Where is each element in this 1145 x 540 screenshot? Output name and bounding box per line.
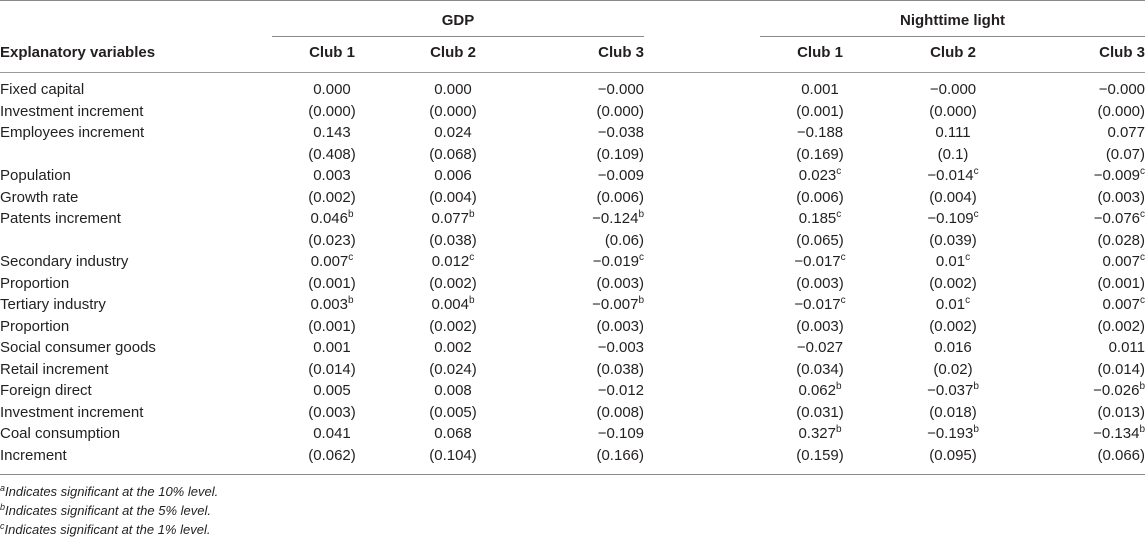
table-cell bbox=[524, 144, 644, 165]
cell-value: (0.000) bbox=[308, 102, 356, 120]
cell-value: (0.006) bbox=[596, 188, 644, 206]
cell-value: 0.000 bbox=[313, 81, 351, 98]
table-cell bbox=[760, 337, 880, 358]
table-cell bbox=[893, 402, 1013, 423]
cell-value: (0.07) bbox=[1105, 145, 1145, 163]
table-cell bbox=[393, 208, 513, 229]
cell-value: −0.017 bbox=[794, 253, 841, 270]
cell-value: 0.143 bbox=[313, 124, 351, 141]
cell-value: 0.024 bbox=[434, 124, 472, 141]
table-cell bbox=[272, 230, 392, 251]
table-cell bbox=[893, 101, 1013, 122]
cell-value: (0.002) bbox=[1097, 317, 1145, 335]
table-cell bbox=[893, 294, 1013, 315]
table-cell bbox=[760, 79, 880, 100]
row-label: Growth rate bbox=[0, 188, 79, 206]
cell-value: (0.1) bbox=[937, 145, 969, 163]
cell-value: (0.066) bbox=[1097, 446, 1145, 464]
row-label: Tertiary industry bbox=[0, 296, 106, 313]
cell-value: −0.037 bbox=[927, 382, 974, 399]
footnote-mark: c bbox=[0, 521, 5, 531]
table-cell bbox=[524, 165, 644, 186]
cell-value: (0.028) bbox=[1097, 231, 1145, 249]
cell-value: (0.014) bbox=[1097, 360, 1145, 378]
table-cell bbox=[524, 402, 644, 423]
table-cell bbox=[893, 144, 1013, 165]
row-label: Increment bbox=[0, 446, 67, 464]
significance-mark: b bbox=[638, 295, 644, 306]
cell-value: 0.041 bbox=[313, 425, 351, 442]
bottom-rule bbox=[0, 474, 1145, 475]
cell-value: 0.003 bbox=[313, 167, 351, 184]
cell-value: −0.009 bbox=[597, 167, 644, 184]
row-label: Foreign direct bbox=[0, 382, 92, 399]
table-cell bbox=[1025, 187, 1145, 208]
table-cell bbox=[760, 208, 880, 229]
column-header: Club 1 bbox=[309, 44, 355, 61]
significance-mark: b bbox=[973, 424, 979, 435]
cell-value: (0.169) bbox=[796, 145, 844, 163]
cell-value: −0.009 bbox=[1093, 167, 1140, 184]
cell-value: (0.065) bbox=[796, 231, 844, 249]
cell-value: 0.111 bbox=[935, 124, 971, 141]
significance-mark: c bbox=[965, 295, 971, 306]
table-cell bbox=[524, 230, 644, 251]
row-header: Explanatory variables bbox=[0, 44, 156, 61]
cell-value: −0.188 bbox=[796, 124, 844, 141]
table-cell bbox=[760, 122, 880, 143]
column-header: Club 2 bbox=[430, 44, 476, 61]
cell-value: (0.408) bbox=[308, 145, 356, 163]
row-label: Proportion bbox=[0, 274, 70, 292]
table-cell bbox=[893, 79, 1013, 100]
significance-mark: c bbox=[836, 166, 842, 177]
table-cell bbox=[1025, 122, 1145, 143]
table-cell bbox=[760, 165, 880, 186]
table-cell bbox=[893, 251, 1013, 272]
table-cell bbox=[760, 230, 880, 251]
cell-value: 0.003 bbox=[310, 296, 348, 313]
significance-mark: b bbox=[347, 209, 354, 220]
column-header: Club 3 bbox=[598, 44, 644, 61]
significance-mark: c bbox=[348, 252, 354, 263]
significance-mark: c bbox=[840, 252, 846, 263]
row-label: Employees increment bbox=[0, 124, 145, 141]
cell-value: 0.012 bbox=[431, 253, 470, 270]
cell-value: −0.124 bbox=[592, 210, 639, 227]
cell-value: −0.000 bbox=[1098, 81, 1145, 98]
table-cell bbox=[760, 423, 880, 444]
significance-mark: c bbox=[840, 295, 846, 306]
cell-value: 0.004 bbox=[431, 296, 469, 313]
footnote-text: Indicates significant at the 5% level. bbox=[5, 503, 211, 518]
table-cell bbox=[1025, 101, 1145, 122]
significance-mark: c bbox=[1140, 295, 1145, 306]
table-cell bbox=[272, 251, 392, 272]
table-cell bbox=[893, 380, 1013, 401]
table-cell bbox=[524, 380, 644, 401]
cell-value: −0.012 bbox=[597, 382, 644, 399]
cell-value: (0.031) bbox=[796, 403, 844, 421]
table-cell bbox=[893, 445, 1013, 466]
cell-value: (0.005) bbox=[429, 403, 477, 421]
cell-value: (0.002) bbox=[429, 274, 477, 292]
table-cell bbox=[393, 445, 513, 466]
table-cell bbox=[1025, 79, 1145, 100]
row-label: Secondary industry bbox=[0, 253, 129, 270]
table-cell bbox=[393, 402, 513, 423]
table-cell bbox=[524, 337, 644, 358]
cell-value: (0.002) bbox=[308, 188, 356, 206]
cell-value: (0.014) bbox=[308, 360, 356, 378]
table-cell bbox=[893, 423, 1013, 444]
table-cell bbox=[1025, 402, 1145, 423]
table-cell bbox=[272, 208, 392, 229]
table-cell bbox=[393, 122, 513, 143]
cell-value: (0.062) bbox=[308, 446, 356, 464]
cell-value: (0.038) bbox=[429, 231, 477, 249]
table-cell bbox=[1025, 423, 1145, 444]
table-cell bbox=[524, 79, 644, 100]
cell-value: (0.034) bbox=[796, 360, 844, 378]
cell-value: −0.003 bbox=[597, 339, 644, 356]
cell-value: 0.011 bbox=[1108, 339, 1145, 356]
table-cell bbox=[272, 359, 392, 380]
cell-value: (0.024) bbox=[429, 360, 477, 378]
footnote-mark: b bbox=[0, 502, 6, 512]
table-cell bbox=[272, 445, 392, 466]
cell-value: −0.038 bbox=[597, 124, 644, 141]
cell-value: 0.016 bbox=[934, 339, 972, 356]
table-cell bbox=[272, 144, 392, 165]
cell-value: (0.104) bbox=[429, 446, 477, 464]
table-cell bbox=[272, 79, 392, 100]
cell-value: −0.014 bbox=[927, 167, 974, 184]
row-label: Investment increment bbox=[0, 102, 144, 120]
cell-value: (0.003) bbox=[308, 403, 356, 421]
table-cell bbox=[524, 122, 644, 143]
table-cell bbox=[272, 316, 392, 337]
cell-value: 0.023 bbox=[798, 167, 837, 184]
table-cell bbox=[393, 165, 513, 186]
table-cell bbox=[1025, 316, 1145, 337]
cell-value: (0.006) bbox=[796, 188, 844, 206]
cell-value: (0.018) bbox=[929, 403, 977, 421]
table-cell bbox=[393, 79, 513, 100]
cell-value: (0.000) bbox=[429, 102, 477, 120]
cell-value: (0.000) bbox=[596, 102, 644, 120]
table-cell bbox=[760, 187, 880, 208]
table-cell bbox=[393, 273, 513, 294]
cell-value: (0.002) bbox=[929, 274, 977, 292]
table-cell bbox=[393, 144, 513, 165]
cell-value: 0.002 bbox=[434, 339, 472, 356]
table-cell bbox=[393, 337, 513, 358]
cell-value: (0.001) bbox=[796, 102, 844, 120]
cell-value: (0.013) bbox=[1097, 403, 1145, 421]
significance-mark: b bbox=[1139, 424, 1145, 435]
table-cell bbox=[1025, 165, 1145, 186]
row-label: Proportion bbox=[0, 317, 70, 335]
table-cell bbox=[760, 445, 880, 466]
table-cell bbox=[760, 144, 880, 165]
cell-value: (0.001) bbox=[1097, 274, 1145, 292]
cell-value: 0.007 bbox=[1102, 296, 1140, 313]
table-cell bbox=[1025, 380, 1145, 401]
cell-value: 0.000 bbox=[434, 81, 472, 98]
footnote-text: Indicates significant at the 1% level. bbox=[4, 522, 211, 537]
cell-value: −0.019 bbox=[592, 253, 639, 270]
row-label: Fixed capital bbox=[0, 81, 85, 98]
table-cell bbox=[393, 423, 513, 444]
cell-value: (0.159) bbox=[796, 446, 844, 464]
table-cell bbox=[1025, 445, 1145, 466]
cell-value: (0.02) bbox=[933, 360, 973, 378]
cell-value: 0.046 bbox=[310, 210, 348, 227]
significance-mark: b bbox=[468, 209, 475, 220]
cell-value: (0.068) bbox=[429, 145, 477, 163]
cell-value: 0.077 bbox=[431, 210, 469, 227]
footnote bbox=[0, 501, 211, 521]
footnote-mark: a bbox=[0, 483, 6, 493]
cell-value: 0.068 bbox=[434, 425, 472, 442]
cell-value: −0.000 bbox=[929, 81, 977, 98]
table-cell bbox=[1025, 208, 1145, 229]
table-cell bbox=[524, 208, 644, 229]
cell-value: (0.003) bbox=[1097, 188, 1145, 206]
row-label: Population bbox=[0, 167, 71, 184]
table-cell bbox=[1025, 294, 1145, 315]
table-cell bbox=[760, 294, 880, 315]
table-cell bbox=[893, 208, 1013, 229]
table-cell bbox=[524, 359, 644, 380]
table-cell bbox=[893, 187, 1013, 208]
table-cell bbox=[1025, 230, 1145, 251]
significance-mark: c bbox=[965, 252, 971, 263]
table-cell bbox=[524, 423, 644, 444]
table-cell bbox=[272, 273, 392, 294]
cell-value: −0.017 bbox=[794, 296, 841, 313]
cell-value: −0.134 bbox=[1093, 425, 1140, 442]
table-cell bbox=[760, 316, 880, 337]
table-cell bbox=[893, 165, 1013, 186]
table-cell bbox=[524, 273, 644, 294]
table-cell bbox=[760, 101, 880, 122]
row-label: Patents increment bbox=[0, 210, 121, 227]
cell-value: (0.109) bbox=[596, 145, 644, 163]
table-cell bbox=[524, 251, 644, 272]
table-cell bbox=[893, 337, 1013, 358]
table-cell bbox=[1025, 359, 1145, 380]
cell-value: 0.062 bbox=[798, 382, 836, 399]
cell-value: −0.000 bbox=[597, 81, 644, 98]
cell-value: (0.000) bbox=[929, 102, 977, 120]
cell-value: (0.002) bbox=[429, 317, 477, 335]
cell-value: 0.006 bbox=[434, 167, 472, 184]
table-cell bbox=[272, 423, 392, 444]
table-cell bbox=[393, 187, 513, 208]
header-rule bbox=[0, 72, 1145, 73]
cell-value: (0.001) bbox=[308, 317, 356, 335]
significance-mark: b bbox=[973, 381, 979, 392]
significance-mark: b bbox=[638, 209, 644, 220]
table-cell bbox=[1025, 144, 1145, 165]
table-cell bbox=[272, 402, 392, 423]
table-cell bbox=[272, 187, 392, 208]
table-cell bbox=[893, 359, 1013, 380]
table-cell bbox=[272, 294, 392, 315]
table-cell bbox=[393, 230, 513, 251]
significance-mark: b bbox=[468, 295, 475, 306]
table-cell bbox=[272, 101, 392, 122]
table-cell bbox=[524, 316, 644, 337]
cell-value: (0.038) bbox=[596, 360, 644, 378]
cell-value: (0.004) bbox=[429, 188, 477, 206]
table-cell bbox=[524, 101, 644, 122]
cell-value: −0.109 bbox=[927, 210, 974, 227]
cell-value: 0.008 bbox=[434, 382, 472, 399]
significance-mark: c bbox=[973, 209, 979, 220]
table-cell bbox=[893, 122, 1013, 143]
significance-mark: c bbox=[469, 252, 475, 263]
group-header-gdp: GDP bbox=[441, 12, 475, 29]
footnote bbox=[0, 482, 218, 502]
cell-value: (0.166) bbox=[596, 446, 644, 464]
cell-value: (0.039) bbox=[929, 231, 977, 249]
table-cell bbox=[393, 251, 513, 272]
cell-value: 0.01 bbox=[935, 296, 966, 313]
cell-value: (0.008) bbox=[596, 403, 644, 421]
significance-mark: b bbox=[1139, 381, 1145, 392]
table-cell bbox=[393, 380, 513, 401]
significance-mark: c bbox=[1140, 209, 1145, 220]
table-cell bbox=[272, 380, 392, 401]
table-cell bbox=[760, 251, 880, 272]
cell-value: (0.003) bbox=[796, 317, 844, 335]
column-header: Club 3 bbox=[1099, 44, 1145, 61]
cell-value: (0.003) bbox=[596, 317, 644, 335]
cell-value: −0.193 bbox=[927, 425, 974, 442]
significance-mark: c bbox=[973, 166, 979, 177]
cell-value: 0.185 bbox=[798, 210, 837, 227]
cell-value: (0.002) bbox=[929, 317, 977, 335]
significance-mark: c bbox=[1140, 252, 1145, 263]
table-cell bbox=[1025, 273, 1145, 294]
group-header-nighttime-light: Nighttime light bbox=[900, 12, 1005, 29]
footnote-text: Indicates significant at the 10% level. bbox=[5, 484, 219, 499]
cell-value: 0.001 bbox=[801, 81, 839, 98]
cell-value: (0.001) bbox=[308, 274, 356, 292]
top-rule bbox=[0, 0, 1145, 1]
table-cell bbox=[893, 230, 1013, 251]
column-header: Club 1 bbox=[797, 44, 843, 61]
cell-value: 0.005 bbox=[313, 382, 351, 399]
row-label: Retail increment bbox=[0, 360, 109, 378]
significance-mark: c bbox=[1140, 166, 1145, 177]
table-cell bbox=[760, 380, 880, 401]
cell-value: (0.000) bbox=[1097, 102, 1145, 120]
cell-value: (0.003) bbox=[796, 274, 844, 292]
significance-mark: b bbox=[347, 295, 354, 306]
table-cell bbox=[393, 359, 513, 380]
row-label: Investment increment bbox=[0, 403, 144, 421]
significance-mark: c bbox=[639, 252, 644, 263]
cell-value: 0.001 bbox=[313, 339, 351, 356]
table-cell bbox=[272, 122, 392, 143]
table-cell bbox=[760, 402, 880, 423]
row-label: Coal consumption bbox=[0, 425, 121, 442]
table-cell bbox=[760, 273, 880, 294]
table-cell bbox=[272, 165, 392, 186]
cell-value: −0.109 bbox=[597, 425, 644, 442]
table-cell bbox=[272, 337, 392, 358]
table-cell bbox=[524, 187, 644, 208]
cell-value: 0.327 bbox=[798, 425, 836, 442]
table-cell bbox=[524, 294, 644, 315]
column-header: Club 2 bbox=[930, 44, 976, 61]
cell-value: 0.077 bbox=[1107, 124, 1145, 141]
cell-value: −0.076 bbox=[1093, 210, 1140, 227]
cell-value: −0.027 bbox=[796, 339, 844, 356]
table-cell bbox=[393, 316, 513, 337]
cell-value: 0.007 bbox=[310, 253, 349, 270]
cell-value: (0.003) bbox=[596, 274, 644, 292]
cell-value: (0.023) bbox=[308, 231, 356, 249]
significance-mark: b bbox=[835, 424, 842, 435]
cell-value: (0.004) bbox=[929, 188, 977, 206]
table-cell bbox=[393, 101, 513, 122]
table-cell bbox=[1025, 337, 1145, 358]
row-label: Social consumer goods bbox=[0, 339, 156, 356]
cell-value: 0.01 bbox=[935, 253, 966, 270]
significance-mark: b bbox=[835, 381, 842, 392]
nighttime-group-rule bbox=[760, 36, 1145, 37]
table-cell bbox=[524, 445, 644, 466]
gdp-group-rule bbox=[272, 36, 644, 37]
table-cell bbox=[1025, 251, 1145, 272]
cell-value: −0.007 bbox=[592, 296, 639, 313]
table-cell bbox=[893, 316, 1013, 337]
significance-mark: c bbox=[836, 209, 842, 220]
cell-value: (0.095) bbox=[929, 446, 977, 464]
table-cell bbox=[893, 273, 1013, 294]
table-cell bbox=[760, 359, 880, 380]
cell-value: −0.026 bbox=[1093, 382, 1140, 399]
footnote bbox=[0, 520, 210, 540]
cell-value: 0.007 bbox=[1102, 253, 1140, 270]
table-cell bbox=[393, 294, 513, 315]
cell-value: (0.06) bbox=[604, 231, 644, 249]
